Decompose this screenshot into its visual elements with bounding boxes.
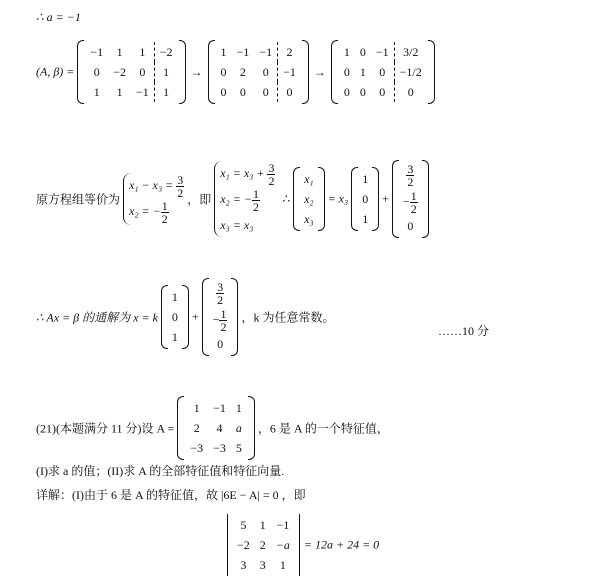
q21-lead: (21)(本题满分 11 分)设 A = [36, 421, 175, 436]
general-particular-vector: $\frac{3}{2}$ − $\frac{1}{2}$ 0 [202, 278, 239, 356]
ji-text: ，即 [187, 192, 212, 207]
arrow-2: → [313, 64, 326, 79]
aug-matrix-2: 1 −1 −1 2 0 2 0 −1 0 0 0 0 [208, 40, 309, 104]
system-1: x₁ − x₃ = $\frac{3}{2}$ x₂ = − $\frac{1}{2}$ [123, 173, 184, 225]
a-value-text: ∴ a = −1 [36, 10, 81, 24]
q21-explain [36, 486, 306, 503]
det-result: = 12a + 24 = 0 [303, 537, 380, 552]
q21-ask-text: (I)求 a 的值；(II)求 A 的全部特征值和特征向量. [36, 464, 285, 478]
aug-label: (A, β) = [36, 64, 75, 79]
intro-text: 原方程组等价为 [36, 192, 121, 207]
aug-matrix-1: −1 1 1 −2 0 −2 0 1 1 1 −1 1 [77, 40, 185, 104]
general-solution [36, 278, 334, 356]
system-2: x₁ = x₃ + $\frac{3}{2}$ x₂ = − $\frac{1}{2}$ x₃ = x₃ [214, 161, 275, 237]
particular-vector: $\frac{3}{2}$ − $\frac{1}{2}$ 0 [392, 160, 429, 238]
aug-matrix-3: 1 0 −1 3/2 0 1 0 −1/2 0 0 0 0 [331, 40, 435, 104]
arrow-1: → [190, 64, 203, 79]
general-plus: + [191, 309, 199, 324]
q21-tail: ，6 是 A 的一个特征值， [257, 421, 389, 436]
q21-explain-text: 详解：(I)由于 6 是 A 的特征值，故 |6E − A| = 0 ，即 [36, 488, 306, 502]
therefore-symbol: ∴ [282, 191, 291, 206]
augmented-matrix-reduction [36, 40, 435, 104]
score-note [438, 322, 489, 339]
general-tail: ，k 为任意常数。 [241, 310, 335, 325]
determinant-equation [226, 514, 379, 576]
x-vector: x₁ x₂ x₃ [293, 167, 325, 231]
score-text: ……10 分 [438, 324, 490, 338]
plus-sign: + [382, 191, 389, 206]
q21-ask [36, 462, 284, 479]
question-21 [36, 396, 389, 460]
general-lead: ∴ Ax = β 的通解为 x = k [36, 310, 158, 325]
q21-matrix: 1 −1 1 2 4 a −3 −3 5 [177, 396, 255, 460]
determinant: 5 1 −1 −2 2 −a 3 3 1 [226, 514, 301, 576]
equivalent-system [36, 160, 429, 238]
basis-vector: 1 0 1 [351, 167, 379, 231]
therefore-a-line [36, 10, 81, 25]
general-basis-vector: 1 0 1 [161, 285, 189, 349]
eq-x3: = x₃ [327, 191, 349, 206]
